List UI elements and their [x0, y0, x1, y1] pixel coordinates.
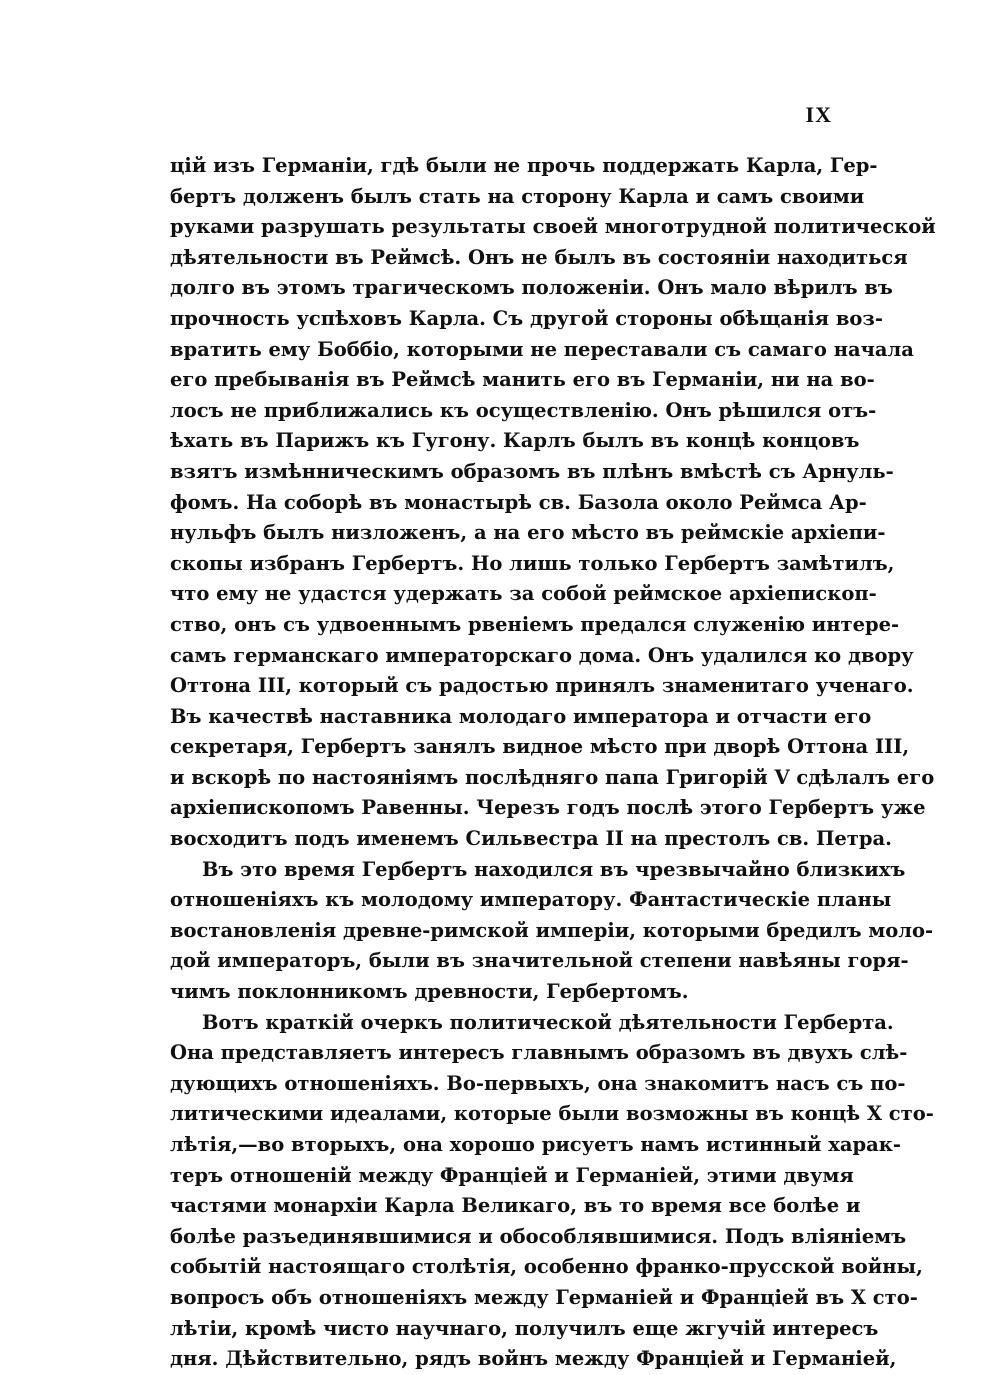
text-line: фомъ. На соборѣ въ монастырѣ св. Базола около Реймса Ар- — [170, 490, 867, 514]
text-line: литическими идеалами, которые были возможны въ концѣ X сто- — [170, 1102, 934, 1126]
text-line: дня. Дѣйствительно, рядъ войнъ между Франціей и Германіей, — [170, 1347, 897, 1371]
text-line: дой императоръ, были въ значительной степени навѣяны горя- — [170, 949, 909, 973]
text-line: бертъ долженъ былъ стать на сторону Карла и самъ своими — [170, 184, 865, 208]
text-line: отношеніяхъ къ молодому императору. Фантастическіе планы — [170, 888, 892, 912]
text-line: дѣятельности въ Реймсѣ. Онъ не былъ въ состояніи находиться — [170, 245, 908, 269]
text-line: вопросъ объ отношеніяхъ между Германіей и Франціей въ X сто- — [170, 1285, 918, 1309]
text-line: чимъ поклонникомъ древности, Гербертомъ. — [170, 980, 689, 1004]
text-line: дующихъ отношеніяхъ. Во-первыхъ, она знакомитъ насъ съ по- — [170, 1071, 906, 1095]
paragraph-3 — [170, 1008, 934, 1375]
text-line: лѣтіи, кромѣ чисто научнаго, получилъ еще жгучій интересъ — [170, 1316, 879, 1340]
text-line: нульфъ былъ низложенъ, а на его мѣсто въ реймскіе архіепи- — [170, 521, 886, 545]
text-line: Въ качествѣ наставника молодаго императора и отчасти его — [170, 704, 872, 728]
text-line: теръ отношеній между Франціей и Германіей, этими двумя — [170, 1163, 854, 1187]
text-line: и вскорѣ по настояніямъ послѣдняго папа Григорій V сдѣлалъ его — [170, 765, 935, 789]
paragraph-2 — [170, 855, 934, 1008]
text-line: Она представляетъ интересъ главнымъ образомъ въ двухъ слѣ- — [170, 1041, 908, 1065]
text-line: руками разрушать результаты своей многотрудной политической — [170, 215, 936, 239]
text-line: Оттона III, который съ радостью принялъ знаменитаго ученаго. — [170, 674, 914, 698]
text-line: лѣтія,—во вторыхъ, она хорошо рисуетъ намъ истинный харак- — [170, 1133, 901, 1156]
text-line: долго въ этомъ трагическомъ положеніи. Онъ мало вѣрилъ въ — [170, 276, 893, 300]
text-line: самъ германскаго императорскаго дома. Онъ удалился ко двору — [170, 643, 914, 667]
text-line: скопы избранъ Гербертъ. Но лишь только Гербертъ замѣтилъ, — [170, 551, 895, 575]
text-line: Вотъ краткій очеркъ политической дѣятельности Герберта. — [202, 1010, 894, 1034]
text-line: событій настоящаго столѣтія, особенно франко-прусской войны, — [170, 1255, 923, 1279]
text-line: восходитъ подъ именемъ Сильвестра II на престолъ св. Петра. — [170, 827, 892, 851]
text-line: взятъ измѣнническимъ образомъ въ плѣнъ вмѣстѣ съ Арнуль- — [170, 459, 894, 483]
text-line: востановленія древне-римской имперіи, которыми бредилъ моло- — [170, 918, 934, 942]
text-line: лосъ не приближались къ осуществленію. Онъ рѣшился отъ- — [170, 398, 877, 422]
text-line: секретаря, Гербертъ занялъ видное мѣсто при дворѣ Оттона III, — [170, 735, 910, 759]
text-line: болѣе разъединявшимися и обособлявшимися. Подъ вліяніемъ — [170, 1224, 907, 1248]
text-line: цій изъ Германіи, гдѣ были не прочь поддержать Карла, Гер- — [170, 154, 878, 177]
text-line: ство, онъ съ удвоеннымъ рвеніемъ предался служенію интере- — [170, 612, 900, 636]
text-line: ѣхать въ Парижъ къ Гугону. Карлъ былъ въ концѣ концовъ — [170, 429, 860, 453]
text-line: прочность успѣховъ Карла. Съ другой стороны обѣщанія воз- — [170, 306, 883, 330]
text-line: вратить ему Боббіо, которыми не переставали съ самаго начала — [170, 337, 914, 361]
text-line: частями монархіи Карла Великаго, въ то время все болѣе и — [170, 1194, 861, 1218]
page-number: IX — [805, 102, 832, 127]
page-body — [170, 151, 936, 1375]
text-line: его пребыванія въ Реймсѣ манить его въ Германіи, ни на во- — [170, 368, 875, 392]
text-line: что ему не удастся удержать за собой реймское архіепископ- — [170, 582, 877, 606]
text-line: архіепископомъ Равенны. Черезъ годъ послѣ этого Гербертъ уже — [170, 796, 926, 820]
text-line: Въ это время Гербертъ находился въ чрезвычайно близкихъ — [202, 857, 906, 881]
paragraph-1 — [170, 151, 936, 855]
